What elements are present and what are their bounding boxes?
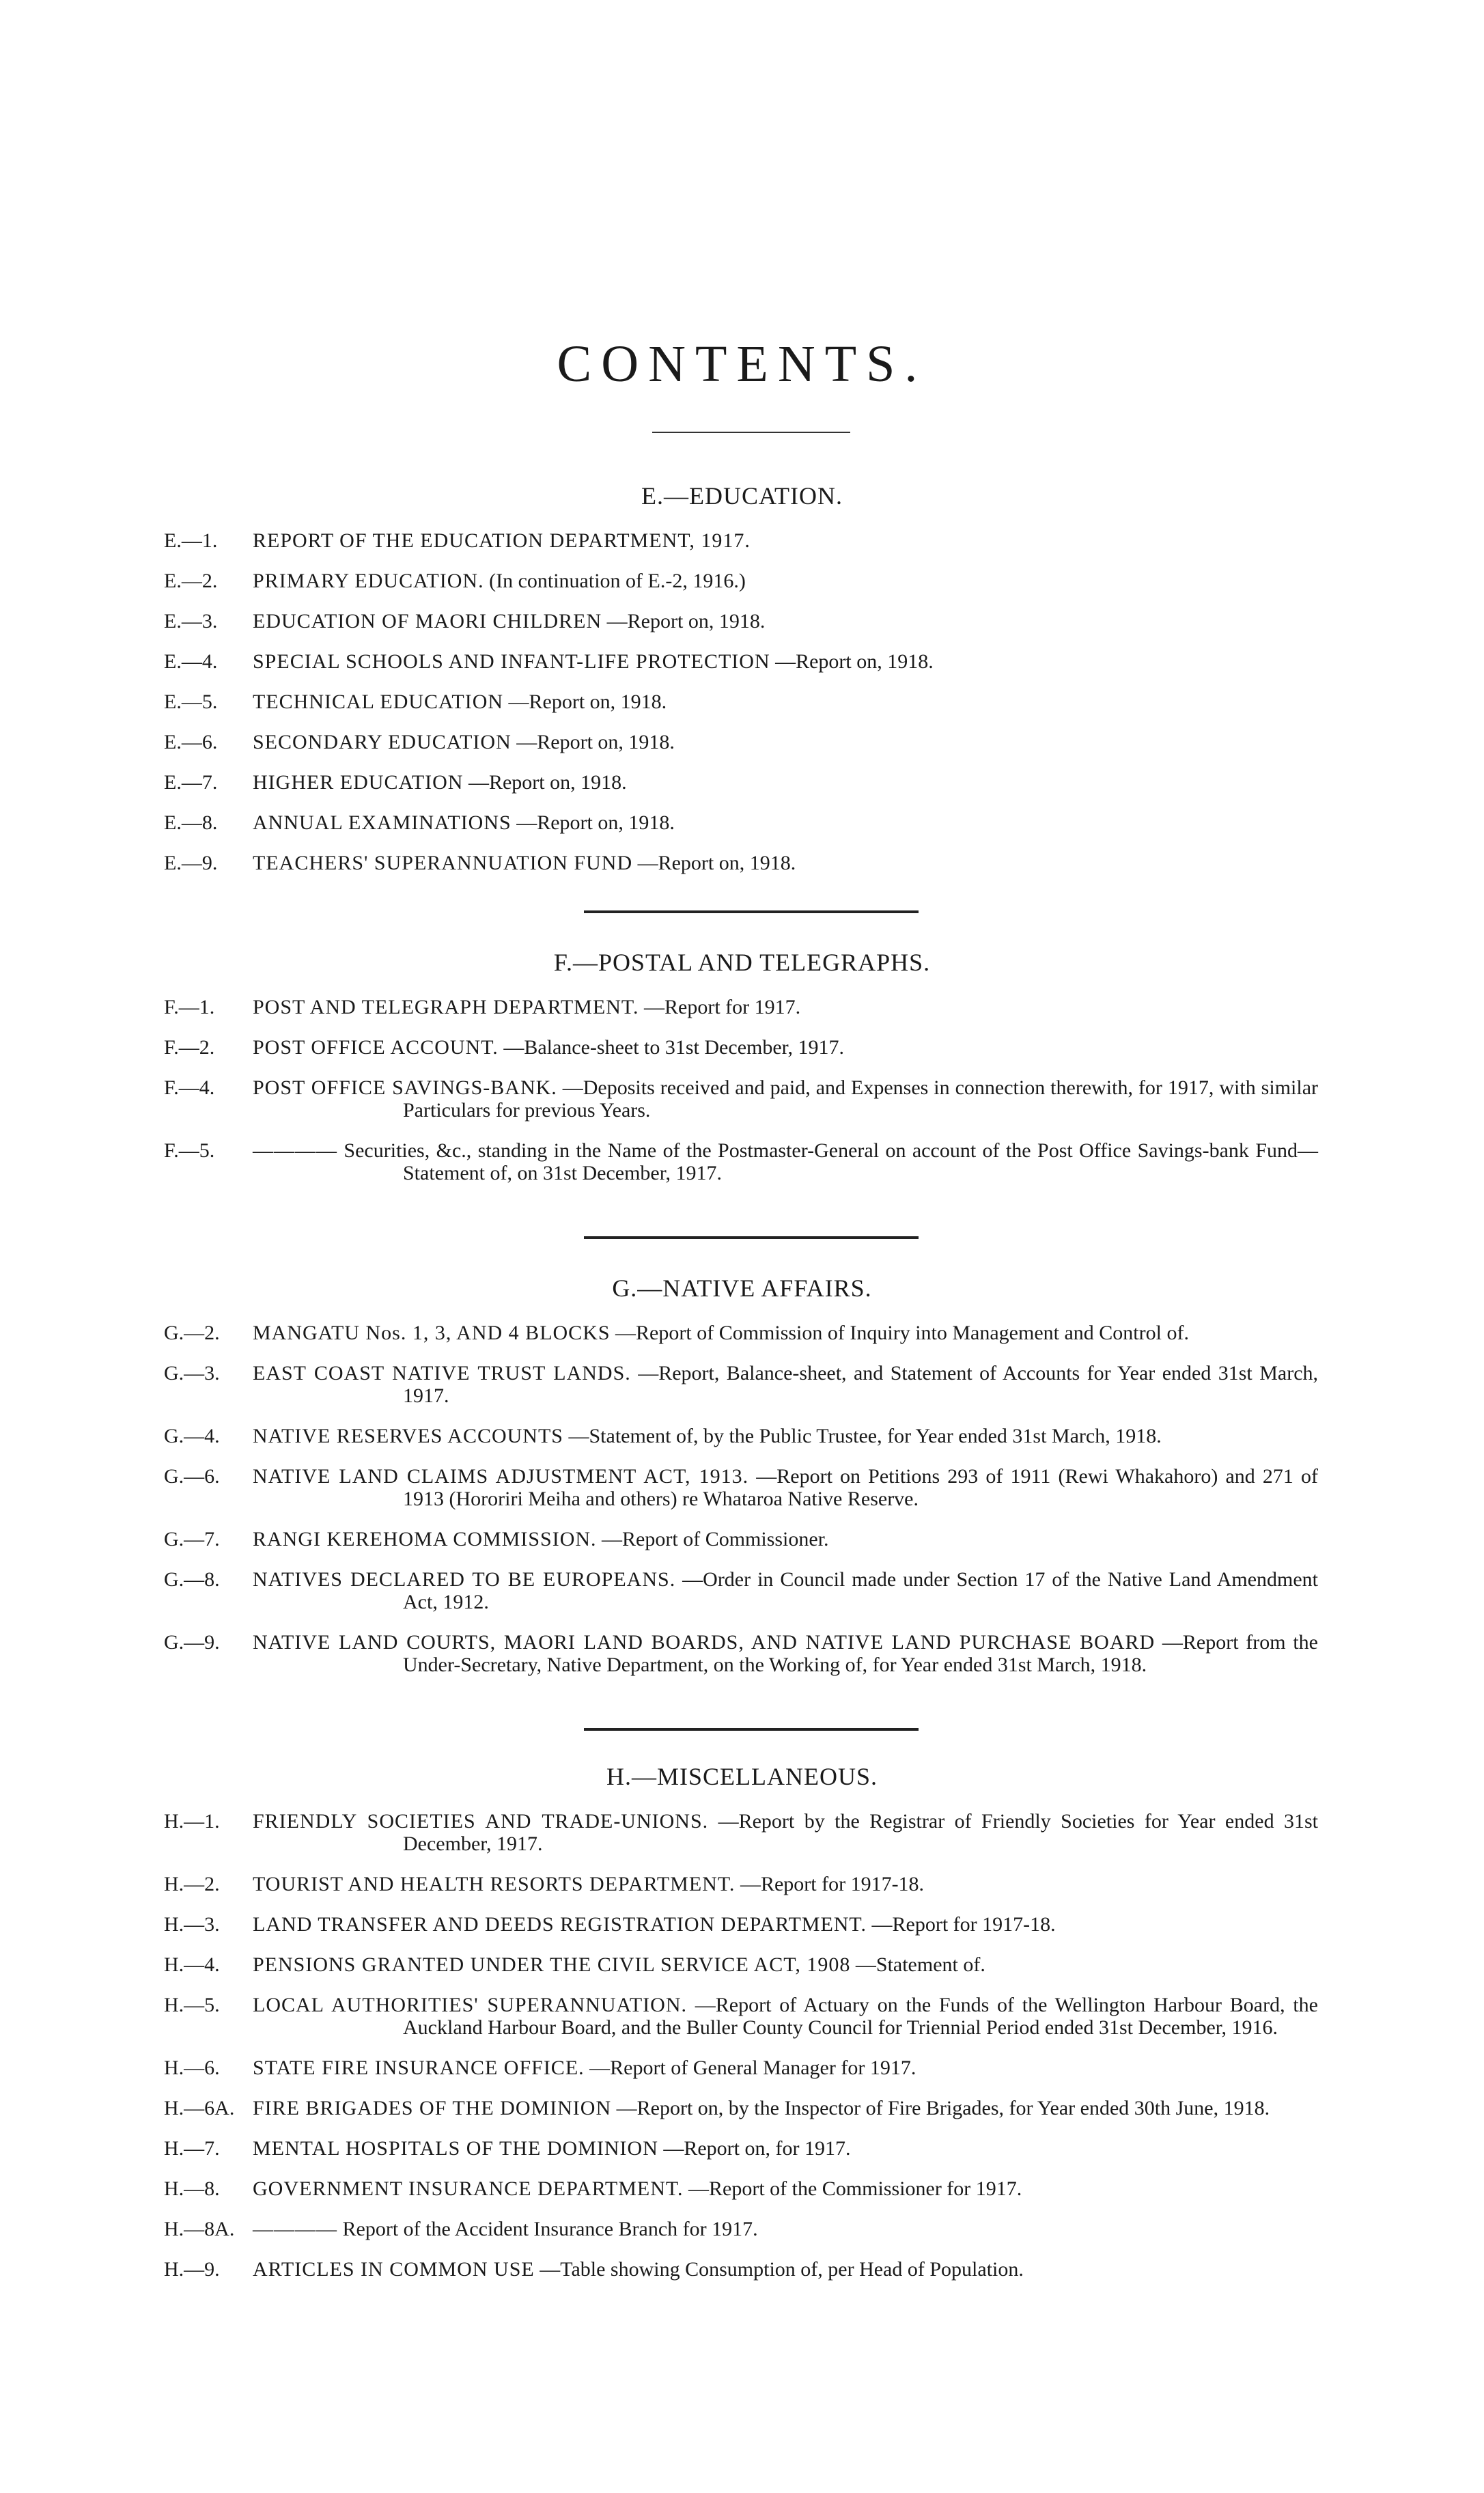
entry-description [253,1425,1318,1447]
contents-entry [0,1139,1484,1184]
entry-title: NATIVE LAND CLAIMS ADJUSTMENT ACT, 1913. [253,1465,749,1488]
entry-detail: —Report on, 1918. [606,610,766,632]
entry-description [253,1076,1318,1122]
entry-list [0,996,1484,1184]
entry-title: SPECIAL SCHOOLS AND INFANT-LIFE PROTECTION [253,650,770,673]
contents-entry [0,1362,1484,1407]
entry-detail: Securities, &c., standing in the Name of the Postmaster-General on account of the Post Office Savings-bank Fund—Statement of, on 31st December, 1917. [344,1139,1319,1184]
entry-title: EAST COAST NATIVE TRUST LANDS. [253,1362,631,1384]
entry-code: H.—6A. [164,2097,235,2119]
entry-description [253,1873,1318,1895]
entry-description [253,2137,1318,2160]
entry-detail: —Report on, 1918. [516,811,675,834]
entry-detail: Report of the Accident Insurance Branch for 1917. [342,2218,758,2240]
entry-description [253,1568,1318,1613]
entry-code: E.—2. [164,570,218,592]
contents-entry [0,1322,1484,1344]
entry-code: H.—1. [164,1810,220,1833]
entry-description [253,2097,1318,2119]
entry-code: E.—4. [164,650,218,673]
entry-title: MENTAL HOSPITALS OF THE DOMINION [253,2137,658,2160]
entry-code: H.—5. [164,1994,220,2016]
contents-entry [0,2218,1484,2240]
entry-description [253,1913,1318,1936]
entry-description [253,691,1318,713]
entry-description [253,2258,1318,2281]
entry-code: G.—2. [164,1322,220,1344]
contents-entry [0,1810,1484,1855]
entry-title: SECONDARY EDUCATION [253,731,512,753]
contents-entry [0,1528,1484,1550]
contents-entry [0,610,1484,632]
entry-detail: —Report of Commissioner. [602,1528,829,1550]
entry-title: LOCAL AUTHORITIES' SUPERANNUATION. [253,1994,687,2016]
entry-code: H.—2. [164,1873,220,1895]
section-heading: F.—POSTAL AND TELEGRAPHS. [553,949,931,976]
entry-title: NATIVE LAND COURTS, MAORI LAND BOARDS, AND NATIVE LAND PURCHASE BOARD [253,1631,1156,1654]
entry-description [253,1994,1318,2039]
entry-title: PRIMARY EDUCATION. [253,570,484,592]
entry-title: ANNUAL EXAMINATIONS [253,811,512,834]
entry-detail: —Report on, for 1917. [663,2137,851,2160]
entry-detail: —Report on, 1918. [775,650,934,673]
contents-entry [0,1631,1484,1676]
entry-title: PENSIONS GRANTED UNDER THE CIVIL SERVICE ACT, 1908 [253,1953,851,1976]
entry-code: G.—7. [164,1528,220,1550]
entry-code: G.—6. [164,1465,220,1488]
entry-detail: —Report of General Manager for 1917. [589,2057,916,2079]
contents-entry [0,691,1484,713]
entry-description [253,1139,1318,1184]
section-miscellaneous [0,1762,1484,2298]
entry-detail: —Report on, 1918. [508,691,667,713]
entry-code: H.—4. [164,1953,220,1976]
entry-title: TOURIST AND HEALTH RESORTS DEPARTMENT. [253,1873,736,1895]
entry-code: E.—3. [164,610,218,632]
entry-code: E.—7. [164,771,218,794]
contents-entry [0,2097,1484,2119]
entry-code: H.—9. [164,2258,220,2281]
entry-code: H.—8A. [164,2218,235,2240]
entry-detail: —Report on, 1918. [516,731,675,753]
entry-code: E.—5. [164,691,218,713]
contents-entry [0,731,1484,753]
entry-detail: —Report on, 1918. [468,771,627,794]
entry-detail: —Report by the Registrar of Friendly Societies for Year ended 31st December, 1917. [403,1810,1319,1855]
entry-code: F.—1. [164,996,215,1018]
contents-entry [0,529,1484,552]
entry-detail: —Report for 1917. [644,996,801,1018]
contents-entry [0,1913,1484,1936]
entry-title: POST OFFICE SAVINGS-BANK. [253,1076,557,1099]
entry-detail: —Table showing Consumption of, per Head of Population. [540,2258,1024,2281]
contents-entry [0,771,1484,794]
entry-detail: —Report on, by the Inspector of Fire Brigades, for Year ended 30th June, 1918. [616,2097,1270,2119]
entry-detail: —Balance-sheet to 31st December, 1917. [503,1036,844,1059]
entry-code: G.—3. [164,1362,220,1384]
contents-entry [0,2057,1484,2079]
section-heading: E.—EDUCATION. [641,482,843,510]
entry-list [0,1322,1484,1676]
entry-title: REPORT OF THE EDUCATION DEPARTMENT, 1917. [253,529,751,552]
entry-detail: —Order in Council made under Section 17 of the Native Land Amendment Act, 1912. [403,1568,1318,1613]
entry-description [253,1810,1318,1855]
entry-detail: —Report of the Commissioner for 1917. [688,2177,1022,2200]
entry-detail: —Report of Actuary on the Funds of the Wellington Harbour Board, the Auckland Harbour Board, and the Buller County Council for Triennial Period ended 31st December, 1916. [403,1994,1318,2039]
entry-code: G.—9. [164,1631,220,1654]
contents-entry [0,1953,1484,1976]
entry-detail: —Report, Balance-sheet, and Statement of Accounts for Year ended 31st March, 1917. [403,1362,1319,1407]
entry-detail: —Report on, 1918. [637,852,796,874]
entry-detail: —Statement of, by the Public Trustee, for Year ended 31st March, 1918. [568,1425,1162,1447]
section-heading: G.—NATIVE AFFAIRS. [612,1275,872,1302]
section-heading: H.—MISCELLANEOUS. [606,1763,878,1790]
entry-title: TEACHERS' SUPERANNUATION FUND [253,852,633,874]
entry-title: POST AND TELEGRAPH DEPARTMENT. [253,996,639,1018]
contents-entry [0,1425,1484,1447]
entry-code: H.—8. [164,2177,220,2200]
contents-entry [0,2137,1484,2160]
contents-entry [0,811,1484,834]
entry-description [253,1465,1318,1510]
contents-entry [0,1873,1484,1895]
section-divider [584,1728,919,1731]
entry-description [253,771,1318,794]
entry-description [253,731,1318,753]
contents-entry [0,996,1484,1018]
entry-detail: —Report for 1917-18. [871,1913,1056,1936]
entry-description [253,1362,1318,1407]
entry-code: E.—6. [164,731,218,753]
section-native-affairs [0,1274,1484,1694]
entry-code: H.—3. [164,1913,220,1936]
entry-description [253,570,1318,592]
entry-list [0,529,1484,874]
entry-description [253,2218,1318,2240]
entry-description [253,1036,1318,1059]
section-postal [0,948,1484,1202]
entry-detail: —Report of Commission of Inquiry into Management and Control of. [615,1322,1189,1344]
entry-title: NATIVES DECLARED TO BE EUROPEANS. [253,1568,676,1591]
section-education [0,482,1484,892]
entry-detail: —Statement of. [855,1953,985,1976]
title-divider [652,432,850,433]
entry-code: E.—1. [164,529,218,552]
entry-description [253,1631,1318,1676]
entry-description [253,996,1318,1018]
entry-code: H.—6. [164,2057,220,2079]
entry-title: STATE FIRE INSURANCE OFFICE. [253,2057,585,2079]
entry-title: FIRE BRIGADES OF THE DOMINION [253,2097,612,2119]
entry-code: F.—5. [164,1139,215,1162]
entry-description [253,811,1318,834]
contents-entry [0,1568,1484,1613]
entry-code: E.—9. [164,852,218,874]
entry-detail: —Deposits received and paid, and Expenses in connection therewith, for 1917, with similar Particulars for previous Years. [403,1076,1319,1122]
contents-entry [0,570,1484,592]
entry-detail: —Report from the Under-Secretary, Native Department, on the Working of, for Year ended 31st March, 1918. [403,1631,1318,1676]
entry-title: LAND TRANSFER AND DEEDS REGISTRATION DEPARTMENT. [253,1913,867,1936]
entry-title: RANGI KEREHOMA COMMISSION. [253,1528,597,1550]
contents-entry [0,2177,1484,2200]
contents-entry [0,650,1484,673]
entry-title: NATIVE RESERVES ACCOUNTS [253,1425,563,1447]
contents-entry [0,1465,1484,1510]
entry-title: ———— [253,2218,337,2240]
entry-code: F.—4. [164,1076,215,1099]
entry-title: GOVERNMENT INSURANCE DEPARTMENT. [253,2177,684,2200]
entry-title: EDUCATION OF MAORI CHILDREN [253,610,602,632]
entry-detail: —Report on Petitions 293 of 1911 (Rewi Whakahoro) and 271 of 1913 (Hororiri Meiha and others) re Whataroa Native Reserve. [403,1465,1318,1510]
contents-entry [0,1036,1484,1059]
entry-title: TECHNICAL EDUCATION [253,691,504,713]
contents-entry [0,1994,1484,2039]
entry-description [253,2057,1318,2079]
entry-code: F.—2. [164,1036,215,1059]
section-divider [584,1236,919,1239]
entry-title: HIGHER EDUCATION [253,771,464,794]
entry-title: ———— [253,1139,337,1162]
entry-description [253,852,1318,874]
entry-description [253,650,1318,673]
entry-description [253,1953,1318,1976]
entry-description [253,1322,1318,1344]
contents-entry [0,1076,1484,1122]
entry-description [253,2177,1318,2200]
entry-title: ARTICLES IN COMMON USE [253,2258,535,2281]
section-divider [584,910,919,913]
entry-code: G.—8. [164,1568,220,1591]
entry-detail: (In continuation of E.-2, 1916.) [489,570,746,592]
entry-code: E.—8. [164,811,218,834]
entry-title: MANGATU Nos. 1, 3, AND 4 BLOCKS [253,1322,611,1344]
entry-description [253,610,1318,632]
entry-list [0,1810,1484,2281]
entry-description [253,1528,1318,1550]
entry-code: H.—7. [164,2137,220,2160]
entry-description [253,529,1318,552]
entry-code: G.—4. [164,1425,220,1447]
entry-title: POST OFFICE ACCOUNT. [253,1036,499,1059]
page-title: CONTENTS. [557,335,927,393]
contents-entry [0,2258,1484,2281]
entry-detail: —Report for 1917-18. [740,1873,925,1895]
entry-title: FRIENDLY SOCIETIES AND TRADE-UNIONS. [253,1810,709,1833]
contents-entry [0,852,1484,874]
